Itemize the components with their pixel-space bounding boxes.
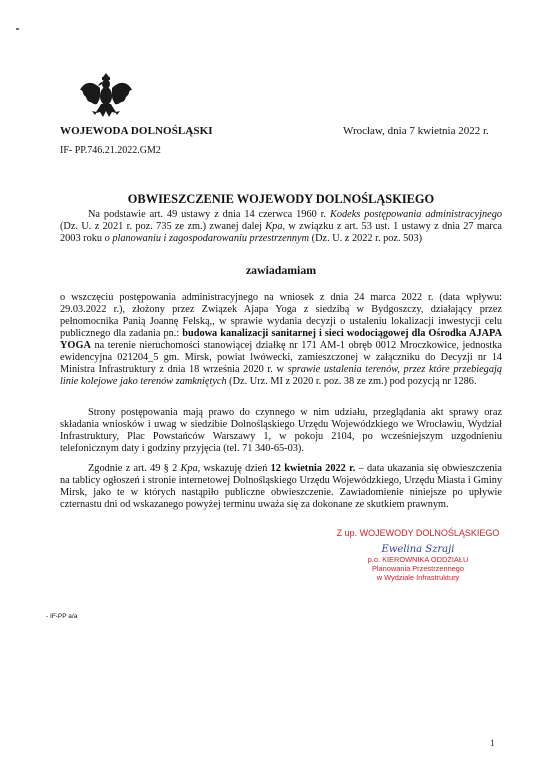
notification-heading: zawiadamiam [245,263,317,277]
scan-mark [16,28,19,30]
legal-basis-paragraph: Na podstawie art. 49 ustawy z dnia 14 czerwca 1960 r. Kodeks postępowania administracyjnego (Dz. U. z 2021 r. poz. 735 ze zm.) zwanej dalej Kpa, w związku z art. 53 ust. 1 ustawy z dnia 27 marca 2003 roku o planowaniu i zagospodarowaniu przestrzennym (Dz. U. z 2022 r. poz. 503) [60,209,502,244]
reference-number: IF- PP.746.21.2022.GM2 [60,145,161,156]
official-stamp [318,528,518,582]
stamp-department-line: Planowania Przestrzennego [371,564,465,573]
page-number: 1 [490,738,495,748]
publication-date-paragraph: Zgodnie z art. 49 § 2 Kpa, wskazuję dzień 12 kwietnia 2022 r. – data ukazania się obwieszczenia na tablicy ogłoszeń i stronie internetowej Dolnośląskiego Urzędu Wojewódzkiego, Urzędu Miasta i Gminy Mirsk, jako te w których nastąpiło publiczne obwieszczenie. Zawiadomienie niniejsze po upływie czternastu dni od wskazanego powyżej terminu uważa się za dokonane ze skutkiem prawnym. [60,463,502,510]
handwritten-signature: Ewelina Szraji [381,544,455,555]
stamp-authority-line: Z up. WOJEWODY DOLNOŚLĄSKIEGO [336,528,500,538]
polish-eagle-emblem [76,66,136,126]
issuer-name: WOJEWODA DOLNOŚLĄSKI [60,125,213,137]
file-annotation: - IF-PP a/a [46,613,78,620]
stamp-position-line: p.o. KIEROWNIKA ODDZIAŁU [367,555,469,564]
proceedings-paragraph: o wszczęciu postępowania administracyjnego na wniosek z dnia 24 marca 2022 r. (data wpływu: 29.03.2022 r.), złożony przez Związek Ajapa Yoga z siedzibą w Bydgoszczy, działający przez pełnomocnika Panią Joannę Felską,, w sprawie wydania decyzji o ustaleniu lokalizacji inwestycji celu publicznego dla zadania pn.: budowa kanalizacji sanitarnej i sieci wodociągowej dla Ośrodka AJAPA YOGA na terenie nieruchomości stanowiącej działkę nr 171 AM-1 obręb 0012 Mroczkowice, jednostka ewidencyjna 021204_5 gm. Mirsk, powiat lwówecki, zamieszczonej w załączniku do Decyzji nr 14 Ministra Infrastruktury z dnia 18 września 2020 r. w sprawie ustalenia terenów, przez które przebiegają linie kolejowe jako terenów zamkniętych (Dz. Urz. MI z 2020 r. poz. 38 ze zm.) pod pozycją nr 1286. [60,292,503,387]
document-title: OBWIESZCZENIE WOJEWODY DOLNOŚLĄSKIEGO [127,192,435,206]
stamp-division-line: w Wydziale Infrastruktury [376,573,460,582]
document-date: Wrocław, dnia 7 kwietnia 2022 r. [343,125,489,137]
parties-rights-paragraph: Strony postępowania mają prawo do czynnego w nim udziału, przeglądania akt sprawy oraz składania wniosków i uwag w siedzibie Dolnośląskiego Urzędu Wojewódzkiego we Wrocławiu, Wydział Infrastruktury, Plac Powstańców Warszawy 1, w pokoju 2104, po wcześniejszym uzgodnieniu telefonicznym daty i godziny przyjęcia (tel. 71 340-65-03). [60,407,502,454]
